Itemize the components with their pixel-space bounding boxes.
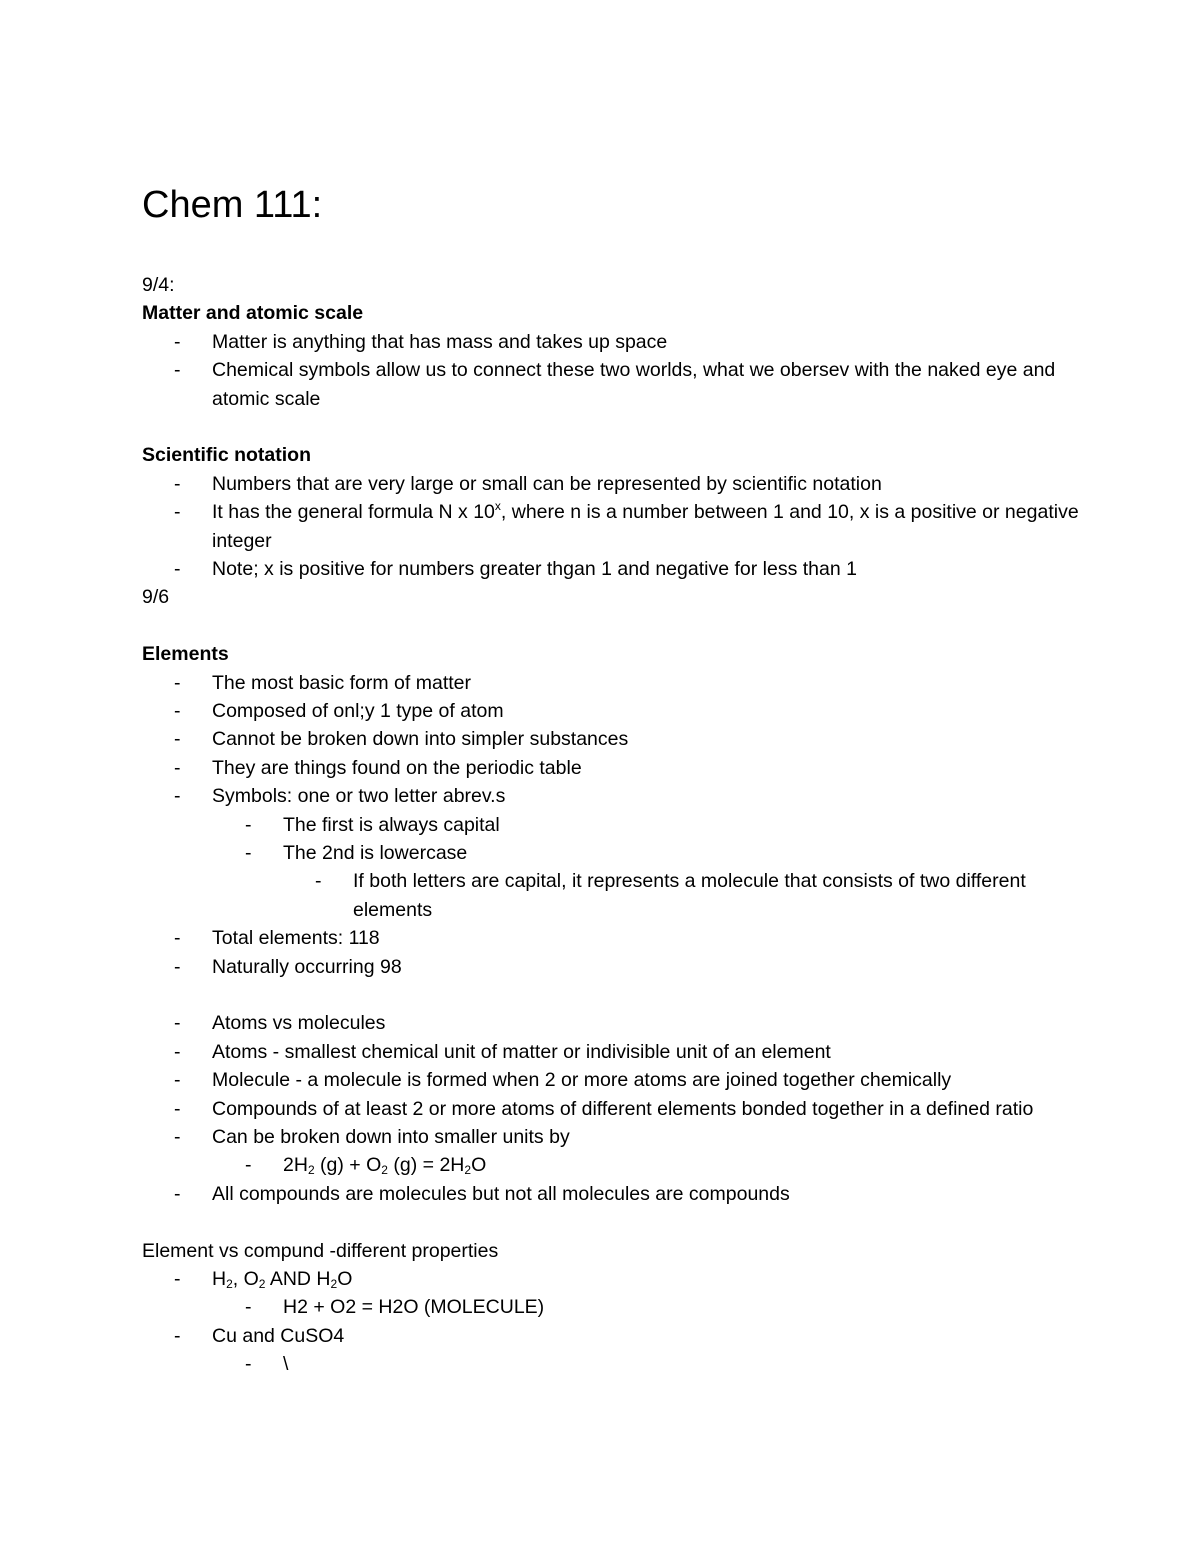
subscript: 2 (381, 1163, 388, 1178)
bullet-text: AND H (265, 1268, 331, 1291)
bullet-dash: - (174, 1182, 181, 1205)
bullet-dash: - (174, 359, 181, 382)
bullet-text: Matter is anything that has mass and takes up space (212, 330, 668, 353)
bullet-item (142, 1009, 1082, 1037)
bullet-item (142, 669, 1082, 697)
subscript: 2 (307, 1163, 315, 1178)
bullet-item (142, 1066, 1082, 1094)
bullet-dash: - (174, 472, 181, 495)
spacer (142, 413, 1082, 441)
bullet-dash: - (174, 728, 181, 751)
bullet-dash: - (174, 955, 181, 978)
equation-text: 2H (283, 1154, 308, 1177)
bullet-text: If both letters are capital, it represents a molecule that consists of two different elements (353, 870, 1026, 921)
bullet-dash: - (174, 785, 181, 808)
bullet-text: Cannot be broken down into simpler substances (212, 728, 629, 751)
equation-text: (g) + O (314, 1154, 382, 1177)
bullet-dash: - (174, 756, 181, 779)
bullet-dash: - (174, 927, 181, 950)
bullet-dash: - (245, 1296, 252, 1319)
bullet-dash: - (174, 1268, 181, 1291)
bullet-text: The first is always capital (283, 813, 500, 836)
date-label: 9/4: (142, 274, 175, 296)
subscript: 2 (330, 1277, 338, 1292)
bullet-text: Molecule - a molecule is formed when 2 or more atoms are joined together chemically (212, 1069, 952, 1092)
bullet-text: , O (232, 1268, 259, 1291)
bullet-dash: - (174, 1012, 181, 1035)
bullet-item (142, 1095, 1082, 1123)
bullet-item (142, 555, 1082, 583)
bullet-text: They are things found on the periodic table (212, 756, 582, 779)
page-title: Chem 111: (142, 184, 323, 226)
date-label: 9/6 (142, 586, 170, 609)
subscript: 2 (226, 1277, 233, 1292)
bullet-text: Naturally occurring 98 (212, 955, 402, 978)
bullet-text: O (337, 1268, 353, 1291)
subscript: 2 (464, 1163, 472, 1178)
bullet-item (142, 1265, 1082, 1293)
bullet-item (142, 782, 1082, 810)
bullet-dash: - (174, 330, 181, 353)
bullet-text: It has the general formula N x 10 (212, 501, 495, 524)
sub-bullet-item (142, 1350, 1082, 1378)
bullet-text: All compounds are molecules but not all molecules are compounds (212, 1182, 790, 1205)
bullet-dash: - (174, 1040, 181, 1063)
equation-item (142, 1151, 1082, 1179)
bullet-dash: - (315, 870, 322, 893)
section-heading: Elements (142, 643, 229, 666)
bullet-dash: - (174, 1069, 181, 1092)
bullet-item (142, 356, 1082, 413)
spacer (142, 1208, 1082, 1236)
subscript: 2 (258, 1277, 266, 1292)
bullet-text: Atoms - smallest chemical unit of matter or indivisible unit of an element (212, 1040, 831, 1063)
bullet-dash: - (245, 1154, 252, 1177)
bullet-dash: - (245, 1353, 252, 1376)
bullet-text: , where n is a number between 1 and 10, x is a positive or negative integer (212, 501, 1079, 552)
bullet-item (142, 953, 1082, 981)
bullet-text: The most basic form of matter (212, 671, 471, 694)
bullet-item (142, 498, 1082, 555)
bullet-text: Cu and CuSO4 (212, 1324, 345, 1347)
document-page (142, 183, 1082, 1379)
bullet-dash: - (245, 813, 252, 836)
bullet-text: H (212, 1268, 227, 1291)
bullet-text: Chemical symbols allow us to connect these two worlds, what we obersev with the naked eye and atomic scale (212, 359, 1056, 410)
bullet-dash: - (174, 699, 181, 722)
section-heading: Element vs compund -different properties (142, 1239, 499, 1262)
bullet-item (142, 1322, 1082, 1350)
bullet-text: Compounds of at least 2 or more atoms of different elements bonded together in a defined ratio (212, 1097, 1034, 1120)
sub-bullet-item (142, 839, 1082, 867)
bullet-dash: - (174, 1324, 181, 1347)
bullet-text: Atoms vs molecules (212, 1012, 386, 1035)
bullet-dash: - (174, 1126, 181, 1149)
bullet-item (142, 1038, 1082, 1066)
bullet-text: Composed of onl;y 1 type of atom (212, 699, 504, 722)
bullet-dash: - (174, 558, 181, 580)
bullet-item (142, 754, 1082, 782)
bullet-dash: - (174, 1097, 181, 1120)
bullet-item (142, 697, 1082, 725)
spacer (142, 612, 1082, 640)
bullet-item (142, 470, 1082, 498)
bullet-text: Numbers that are very large or small can be represented by scientific notation (212, 472, 882, 495)
bullet-text: The 2nd is lowercase (283, 842, 468, 865)
bullet-dash: - (245, 842, 252, 865)
sub-sub-bullet-item (142, 867, 1082, 924)
bullet-item (142, 725, 1082, 753)
section-heading: Matter and atomic scale (142, 302, 364, 325)
bullet-text: \ (283, 1353, 289, 1376)
bullet-text: H2 + O2 = H2O (MOLECULE) (283, 1296, 545, 1319)
bullet-dash: - (174, 501, 181, 524)
bullet-text: Can be broken down into smaller units by (212, 1126, 570, 1149)
spacer (142, 981, 1082, 1009)
sub-bullet-item (142, 811, 1082, 839)
bullet-text: Symbols: one or two letter abrev.s (212, 785, 506, 808)
bullet-item (142, 328, 1082, 356)
bullet-item (142, 1123, 1082, 1151)
bullet-item (142, 1180, 1082, 1208)
bullet-text: Note; x is positive for numbers greater thgan 1 and negative for less than 1 (212, 558, 857, 580)
bullet-text: Total elements: 118 (212, 927, 380, 950)
bullet-item (142, 924, 1082, 952)
bullet-dash: - (174, 671, 181, 694)
equation-text: O (471, 1154, 487, 1177)
section-heading: Scientific notation (142, 444, 312, 467)
sub-bullet-item (142, 1293, 1082, 1321)
equation-text: (g) = 2H (387, 1154, 465, 1177)
superscript: x (494, 499, 501, 514)
